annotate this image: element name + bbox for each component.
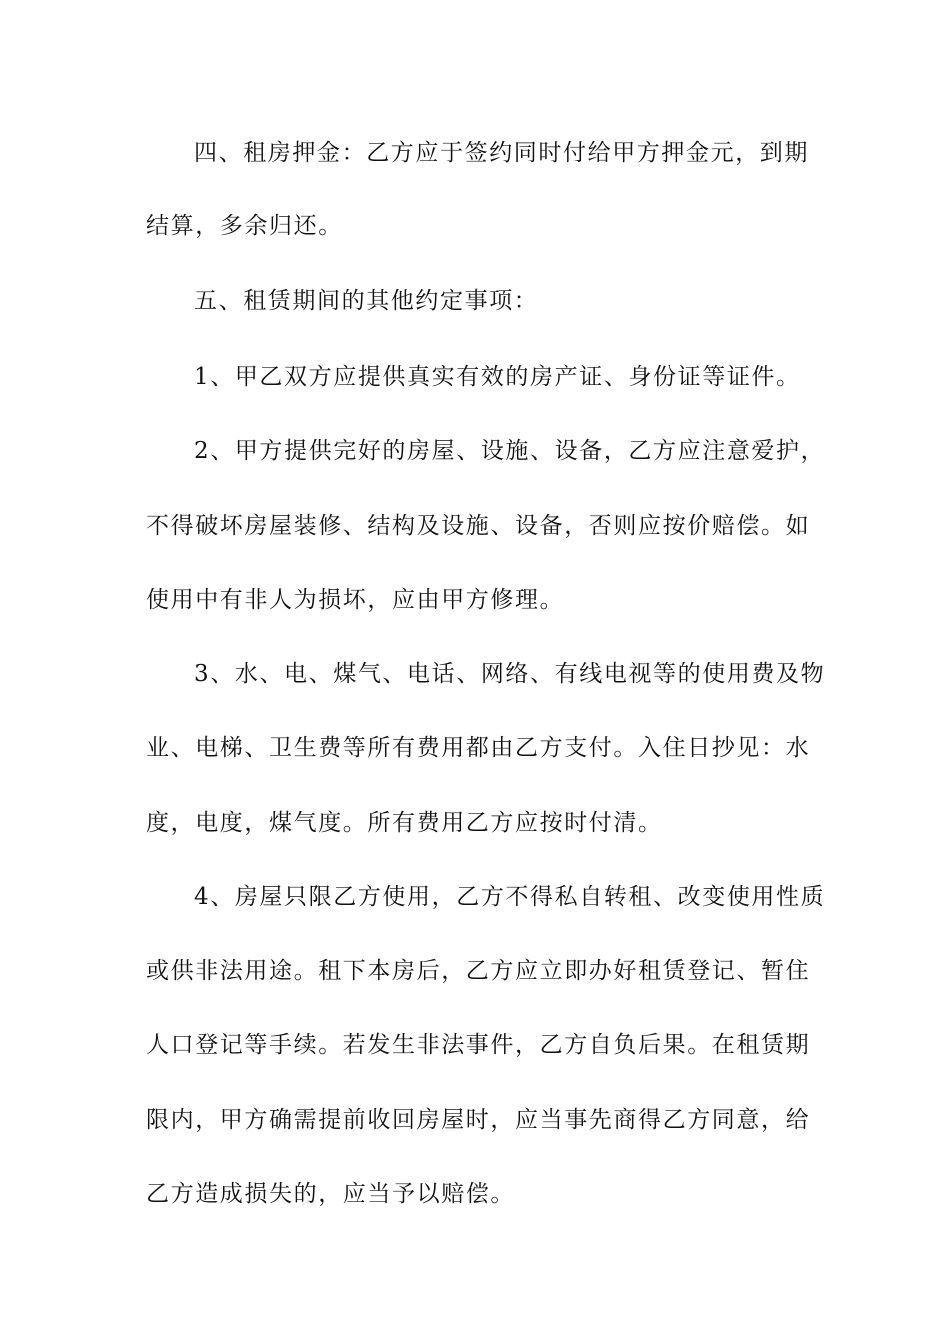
paragraph-line: 2、甲方提供完好的房屋、设施、设备，乙方应注意爱护，: [194, 438, 826, 464]
paragraph-line: 使用中有非人为损坏，应由甲方修理。: [146, 587, 565, 613]
section-heading: 五、租赁期间的其他约定事项：: [194, 288, 539, 314]
paragraph-line: 人口登记等手续。若发生非法事件，乙方自负后果。在租赁期: [146, 1032, 811, 1058]
paragraph-line: 乙方造成损失的，应当予以赔偿。: [146, 1181, 515, 1207]
paragraph-line: 四、租房押金：乙方应于签约同时付给甲方押金元，到期: [194, 140, 809, 166]
paragraph-line: 不得破坏房屋装修、结构及设施、设备，否则应按价赔偿。如: [146, 513, 811, 539]
paragraph-line: 3、水、电、煤气、电话、网络、有线电视等的使用费及物: [194, 661, 826, 687]
paragraph-line: 结算，多余归还。: [146, 213, 343, 239]
paragraph-line: 限内，甲方确需提前收回房屋时，应当事先商得乙方同意，给: [146, 1107, 811, 1133]
paragraph-line: 业、电梯、卫生费等所有费用都由乙方支付。入住日抄见：水: [146, 735, 811, 761]
paragraph-line: 度，电度，煤气度。所有费用乙方应按时付清。: [146, 810, 663, 836]
paragraph-line: 1、甲乙双方应提供真实有效的房产证、身份证等证件。: [194, 364, 801, 390]
paragraph-line: 或供非法用途。租下本房后，乙方应立即办好租赁登记、暂住: [146, 958, 811, 984]
paragraph-line: 4、房屋只限乙方使用，乙方不得私自转租、改变使用性质: [194, 884, 826, 910]
